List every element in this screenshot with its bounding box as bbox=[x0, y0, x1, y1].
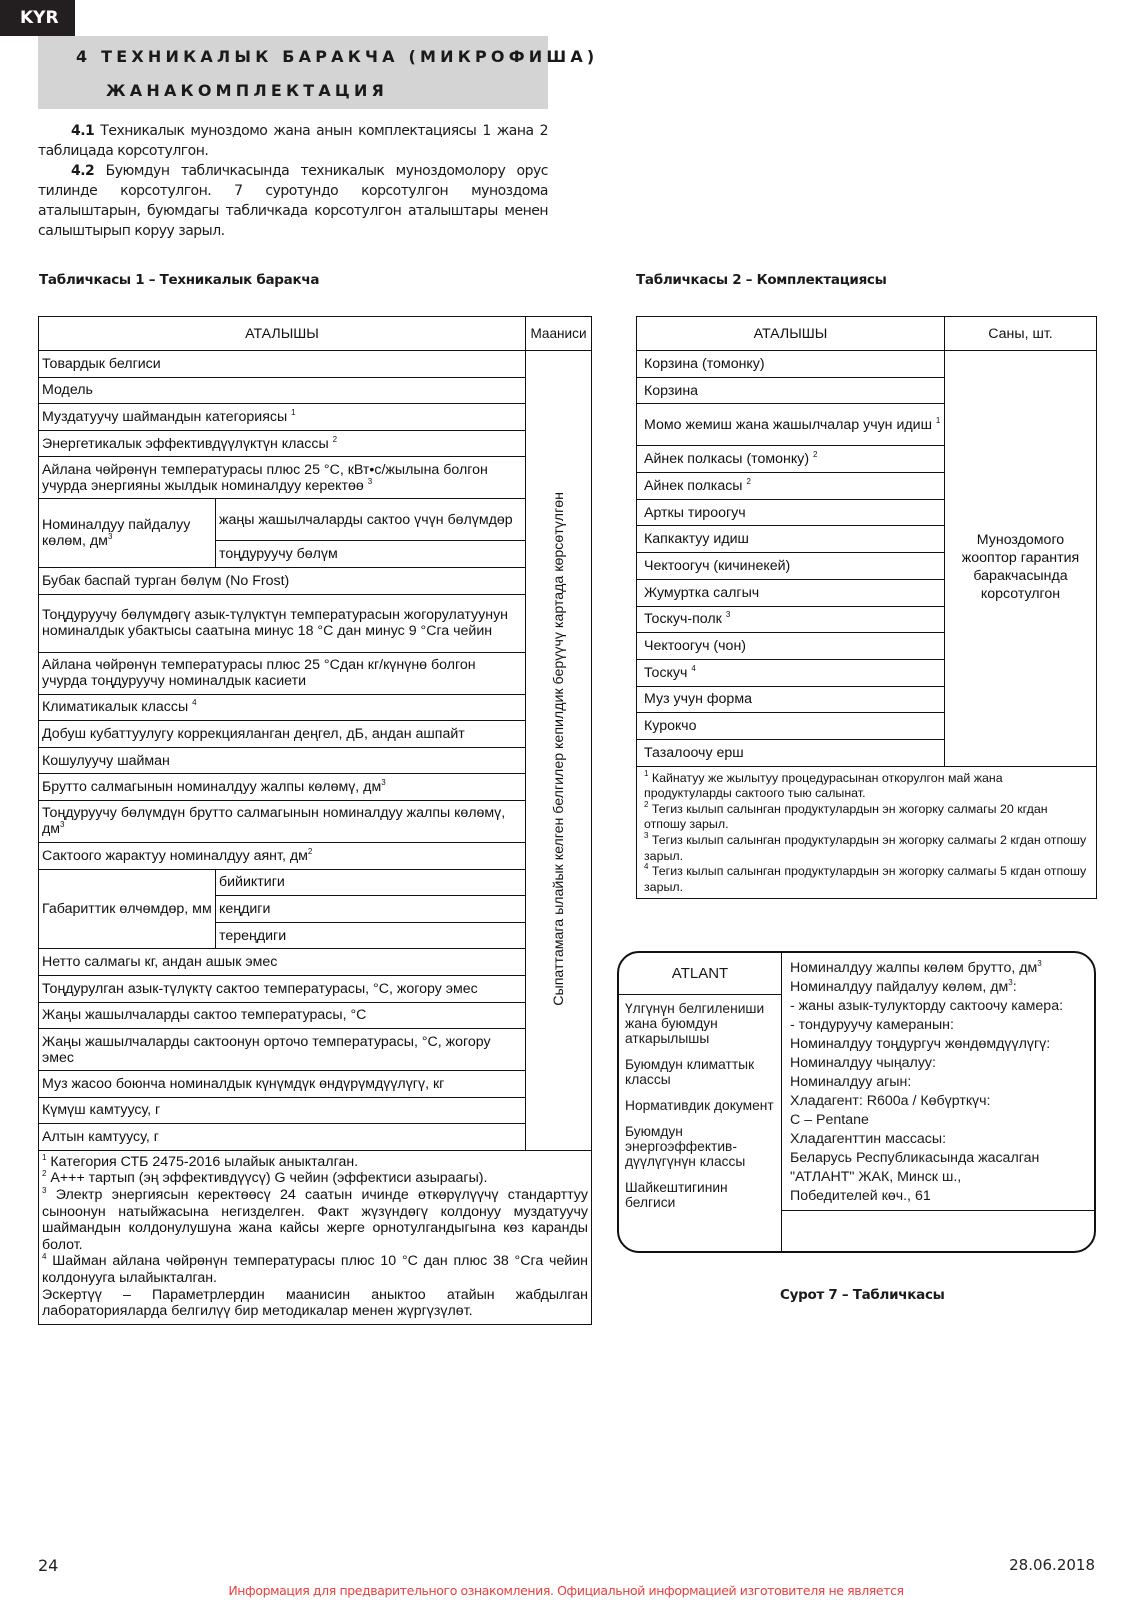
table-row bbox=[39, 975, 592, 1002]
section-header bbox=[38, 36, 599, 109]
row-label: Муздатуучу шаймандын категориясы $^1$ bbox=[39, 404, 526, 431]
row-group-label: Габариттик өлчөмдөр, мм bbox=[39, 869, 216, 949]
row-label: Модель bbox=[39, 377, 526, 404]
item-label: Момо жемиш жана жашылчалар учун идиш $^1$ bbox=[637, 404, 945, 446]
spec-line: С – Pentane bbox=[790, 1112, 869, 1128]
spec-line: - жаны азык-тулукторду сактоочу камера: bbox=[790, 998, 1064, 1014]
table-row bbox=[39, 351, 592, 378]
table-row bbox=[39, 567, 592, 594]
section-title-line2: ЖАНАКОМПЛЕКТАЦИЯ bbox=[106, 81, 389, 100]
item-label: Корзина (томонку) bbox=[637, 351, 945, 378]
intro-text bbox=[38, 121, 548, 241]
table-row bbox=[39, 694, 592, 721]
table-footnotes bbox=[39, 1150, 592, 1324]
spec-line: Номиналдуу пайдалуу көлөм, $дм^3$: bbox=[790, 978, 1017, 995]
row-label: Айлана чөйрөнүн температурасы плюс 25 °Сдан кг/күнүнө болгон учурда тоңдуруучу номиналдык касиети bbox=[39, 652, 526, 694]
item-label: Корзина bbox=[637, 377, 945, 404]
section-title-line1: 4 ТЕХНИКАЛЫК БАРАКЧА (МИКРОФИША) bbox=[76, 47, 599, 66]
table-row bbox=[39, 430, 592, 457]
row-label: Кошулуучу шайман bbox=[39, 747, 526, 774]
quantity-cell: Муноздомого жооптор гарантия баракчасында корсотулгон bbox=[945, 351, 1097, 767]
intro-paragraph-2 bbox=[38, 161, 548, 241]
row-label: Жаңы жашылчаларды сактоонун орточо температурасы, °С, жогору эмес bbox=[39, 1029, 526, 1071]
column-header-quantity: Саны, шт. bbox=[945, 317, 1097, 351]
item-label: Курокчо bbox=[637, 713, 945, 740]
nameplate-brand: ATLANT bbox=[619, 953, 781, 995]
row-label: Тоңдуруучу бөлүмдүн брутто салмагынын номиналдуу жалпы көлөмү, $дм^3$ bbox=[39, 800, 526, 842]
table-footnotes bbox=[637, 766, 1097, 899]
column-header-value: Мааниси bbox=[526, 317, 592, 351]
row-label: Добуш кубаттуулугу коррекцияланган деңгел, дБ, андан ашпайт bbox=[39, 721, 526, 748]
table-remark: Эскертүү – Параметрлердин маанисин аныктоо атайын жабдылган лабораторияларда белгилүү бир методикалар менен жүргүзүлөт. bbox=[42, 1286, 588, 1320]
page-date: 28.06.2018 bbox=[1009, 1556, 1095, 1574]
row-sublabel: бийиктиги bbox=[216, 869, 526, 896]
nameplate-specs bbox=[782, 953, 1094, 1211]
nameplate-field: Шайкештигинин белгиси bbox=[625, 1180, 728, 1210]
row-label: Бубак баспай турган бөлүм (No Frost) bbox=[39, 567, 526, 594]
footnote-3: $^3$ Электр энергиясын керектөөсү 24 саатын ичинде өткөрүлүүчү стандарттуу сыноонун натыйжасына негизделген. Факт жүзүндөгү колдонуу муздатуучу шаймандын колдонулушуна жана кайсы жерге орнотулгандыгына көз каранды болот. bbox=[42, 1186, 588, 1253]
table-row bbox=[39, 747, 592, 774]
nameplate-field: Үлгүнүн белгилениши жана буюмдун аткарылышы bbox=[625, 1001, 765, 1046]
item-label: Тоскуч $^4$ bbox=[637, 659, 945, 686]
nameplate-field: Буюмдун энергоэффектив-дүүлүгүнүн классы bbox=[625, 1124, 746, 1169]
table-row bbox=[39, 1029, 592, 1071]
table1-caption: Табличкасы 1 – Техникалык баракча bbox=[39, 272, 320, 288]
spec-line: Беларусь Республикасында жасалган bbox=[790, 1150, 1040, 1166]
intro-paragraph-1 bbox=[38, 121, 548, 161]
table-row bbox=[39, 1071, 592, 1098]
footnote-2: $^2$ Тегиз кылып салынган продуктулардын эн жогорку салмагы 20 кгдан отпошу зарыл. bbox=[644, 799, 1048, 832]
table-notes-row bbox=[39, 1150, 592, 1324]
paragraph-text: Буюмдун табличкасында техникалык муноздомолору орус тилинде корсотулгон. 7 суротундо корсотулгон муноздома аталыштарын, буюмдагы табличкада корсотулгон аталыштары менен салыштырып коруу зарыл. bbox=[38, 163, 548, 239]
nameplate-fields bbox=[619, 995, 781, 1210]
spec-line: Хладагенттин массасы: bbox=[790, 1131, 947, 1147]
table-row bbox=[39, 457, 592, 499]
row-label: Тоңдуруучу бөлүмдөгү азык-түлүктүн температурасын жогорулатуунун номиналдык убактысы саатына минус 18 °С дан минус 9 °Сга чейин bbox=[39, 594, 526, 652]
contents-table bbox=[636, 316, 1097, 899]
row-label: Нетто салмагы кг, андан ашык эмес bbox=[39, 949, 526, 976]
row-label: Алтын камтуусу, г bbox=[39, 1124, 526, 1151]
footnote-3: $^3$ Тегиз кылып салынган продуктулардын эн жогорку салмагы 2 кгдан отпошу зарыл. bbox=[644, 831, 1087, 863]
item-label: Капкактуу идиш bbox=[637, 526, 945, 553]
table-row bbox=[39, 652, 592, 694]
row-group-label: Номиналдуу пайдалуу көлөм, $дм^3$ bbox=[39, 499, 216, 568]
paragraph-number: 4.1 bbox=[71, 123, 95, 139]
nameplate-right-panel bbox=[782, 953, 1094, 1251]
nameplate-diagram bbox=[617, 951, 1096, 1253]
row-label: Тоңдурулган азык-түлүктү сактоо температурасы, °С, жогору эмес bbox=[39, 975, 526, 1002]
row-label: Брутто салмагынын номиналдуу жалпы көлөмү, $дм^3$ bbox=[39, 774, 526, 801]
table-row bbox=[39, 1097, 592, 1124]
table-notes-row bbox=[637, 766, 1097, 899]
table-row bbox=[39, 377, 592, 404]
row-sublabel: жаңы жашылчаларды сактоо үчүн бөлүмдөр bbox=[216, 499, 526, 541]
footnote-1: $^1$ Кайнатуу же жылытуу процедурасынан откорулгон май жана продуктуларды сактоого тыю салынат. bbox=[644, 768, 1003, 801]
technical-sheet-table bbox=[38, 316, 592, 1325]
spec-line: Победителей көч., 61 bbox=[790, 1188, 931, 1204]
item-label: Жумуртка салгыч bbox=[637, 579, 945, 606]
column-header-name: АТАЛЫШЫ bbox=[39, 317, 526, 351]
row-sublabel: кеңдиги bbox=[216, 896, 526, 923]
table-row bbox=[39, 721, 592, 748]
value-vertical-text: Сыпаттамага ылайык келген белгилер кепилдик берүүчү картада көрсөтүлгөн bbox=[550, 491, 567, 1006]
language-tab: KYR bbox=[0, 0, 75, 36]
paragraph-number: 4.2 bbox=[71, 163, 95, 179]
item-label: Айнек полкасы (томонку) $^2$ bbox=[637, 446, 945, 473]
item-label: Чектоогуч (чон) bbox=[637, 633, 945, 660]
footnote-2: $^2$ А+++ тартып (эң эффективдүүсү) G чейин (эффектиси азыраагы). bbox=[42, 1169, 488, 1187]
row-label: Айлана чөйрөнүн температурасы плюс 25 °С, кВт•с/жылына болгон учурда энергияны жылдык номиналдуу керектөө $^3$ bbox=[39, 457, 526, 499]
item-label: Арткы тироогуч bbox=[637, 499, 945, 526]
row-sublabel: тереңдиги bbox=[216, 922, 526, 949]
spec-line: Хладагент: R600a / Көбүрткүч: bbox=[790, 1093, 991, 1109]
row-label: Жаңы жашылчаларды сактоо температурасы, °С bbox=[39, 1002, 526, 1029]
table-row bbox=[39, 1002, 592, 1029]
column-header-name: АТАЛЫШЫ bbox=[637, 317, 945, 351]
table-row bbox=[39, 842, 592, 869]
nameplate-field: Буюмдун климаттык классы bbox=[625, 1057, 755, 1087]
page-number: 24 bbox=[38, 1556, 59, 1575]
row-label: Муз жасоо боюнча номиналдык күнүмдүк өндүрүмдүүлүгү, кг bbox=[39, 1071, 526, 1098]
spec-line: "АТЛАНТ" ЖАК, Минск ш., bbox=[790, 1169, 962, 1185]
item-label: Тазалоочу ерш bbox=[637, 739, 945, 766]
row-label: Күмүш камтуусу, г bbox=[39, 1097, 526, 1124]
row-label: Сактоого жарактуу номиналдуу аянт, $дм^2$ bbox=[39, 842, 526, 869]
row-label: Товардык белгиси bbox=[39, 351, 526, 378]
spec-line: Номиналдуу чыңалуу: bbox=[790, 1055, 936, 1071]
item-label: Тоскуч-полк $^3$ bbox=[637, 606, 945, 633]
table2-caption: Табличкасы 2 – Комплектациясы bbox=[636, 272, 887, 288]
row-sublabel: тоңдуруучу бөлүм bbox=[216, 541, 526, 568]
footnote-4: $^4$ Тегиз кылып салынган продуктулардын эн жогорку салмагы 5 кгдан отпошу зарыл. bbox=[644, 862, 1087, 894]
table-header-row bbox=[637, 317, 1097, 351]
table-row bbox=[39, 499, 592, 541]
nameplate-left-panel bbox=[619, 953, 782, 1251]
value-cell bbox=[526, 351, 592, 1151]
table-row bbox=[39, 404, 592, 431]
figure-caption: Сурот 7 – Табличкасы bbox=[780, 1287, 945, 1303]
table-row bbox=[39, 594, 592, 652]
item-label: Чектоогуч (кичинекей) bbox=[637, 553, 945, 580]
table-row bbox=[39, 800, 592, 842]
nameplate-field: Нормативдик документ bbox=[625, 1098, 774, 1113]
row-label: Климатикалык классы $^4$ bbox=[39, 694, 526, 721]
item-label: Муз учун форма bbox=[637, 686, 945, 713]
paragraph-text: Техникалык муноздомо жана анын комплектациясы 1 жана 2 таблицада корсотулгон. bbox=[38, 123, 548, 159]
table-row bbox=[637, 351, 1097, 378]
table-row bbox=[39, 774, 592, 801]
table-row bbox=[39, 949, 592, 976]
spec-line: - тондуруучу камеранын: bbox=[790, 1017, 954, 1033]
row-label: Энергетикалык эффективдүүлүктүн классы $^2$ bbox=[39, 430, 526, 457]
table-row bbox=[39, 869, 592, 896]
spec-line: Номиналдуу агын: bbox=[790, 1074, 912, 1090]
disclaimer-watermark: Информация для предварительного ознакомления. Официальной информацией изготовителя не является bbox=[228, 1583, 904, 1598]
spec-line: Номиналдуу тоңдургуч жөндөмдүүлүгү: bbox=[790, 1036, 1051, 1052]
table-row bbox=[39, 1124, 592, 1151]
footnote-4: $^4$ Шайман айлана чөйрөнүн температурасы плюс 10 °С дан плюс 38 °Сга чейин колдонууга ылайыкталган. bbox=[42, 1252, 588, 1287]
table-header-row bbox=[39, 317, 592, 351]
spec-line: Номиналдуу жалпы көлөм брутто, $дм^3$ bbox=[790, 959, 1042, 976]
footnote-1: $^1$ Категория СТБ 2475-2016 ылайык аныкталган. bbox=[42, 1152, 359, 1170]
item-label: Айнек полкасы $^2$ bbox=[637, 473, 945, 500]
